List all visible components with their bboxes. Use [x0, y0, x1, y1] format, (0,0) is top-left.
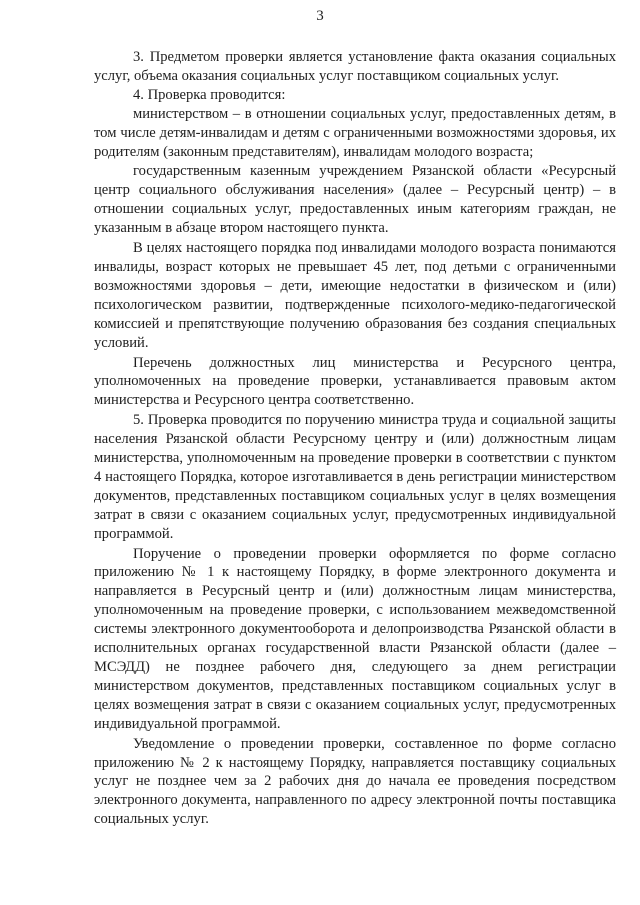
page-number: 3 [316, 8, 324, 24]
paragraph-ministry-scope: министерством – в отношении социальных услуг, предоставленных детям, в том числе детям-инвалидам и детям с ограниченными возможностями здоровья, их родителям (законным представителям), инвалидам молодого возраста; [94, 105, 616, 160]
paragraph-item-3: 3. Предметом проверки является установление факта оказания социальных услуг, объема оказания социальных услуг поставщиком социальных услуг. [94, 49, 616, 84]
paragraph-item-5: 5. Проверка проводится по поручению министра труда и социальной защиты населения Рязанской области Ресурсному центру и (или) должностным лицам министерства, уполномоченным на проведение проверки в соответствии с пунктом 4 настоящего Порядка, которое изготавливается в день регистрации министерством документов, представленных поставщиком социальных услуг в целях возмещения затрат в связи с оказанием социальных услуг, предусмотренных индивидуальной программой. [94, 412, 616, 542]
paragraph-item-4-heading: 4. Проверка проводится: [133, 86, 286, 103]
paragraph-notification: Уведомление о проведении проверки, составленное по форме согласно приложению № 2 к настоящему Порядку, направляется поставщику социальных услуг не позднее чем за 2 рабочих дня до начала ее проведения посредством электронного документа, направленного по адресу электронной почты поставщика социальных услуг. [94, 735, 616, 828]
document-body [94, 48, 616, 829]
paragraph-officials-list: Перечень должностных лиц министерства и Ресурсного центра, уполномоченных на проведение проверки, устанавливается правовым актом министерства и Ресурсного центра соответственно. [94, 354, 616, 409]
paragraph-resource-center-scope: государственным казенным учреждением Рязанской области «Ресурсный центр социального обслуживания населения» (далее – Ресурсный центр) – в отношении социальных услуг, предоставленных иным категориям граждан, не указанным в абзаце втором настоящего пункта. [94, 163, 616, 237]
paragraph-order-form: Поручение о проведении проверки оформляется по форме согласно приложению № 1 к настоящему Порядку, в форме электронного документа и направляется в Ресурсный центр и (или) должностным лицам министерства, уполномоченным на проведение проверки, с использованием межведомственной системы электронного документооборота и делопроизводства Рязанской области в исполнительных органах государственной власти Рязанской области (далее – МСЭДД) не позднее рабочего дня, следующего за днем регистрации министерством документов, представленных поставщиком социальных услуг в целях возмещения затрат в связи с оказанием социальных услуг, предусмотренных индивидуальной программой. [94, 545, 616, 732]
paragraph-definitions: В целях настоящего порядка под инвалидами молодого возраста понимаются инвалиды, возраст которых не превышает 45 лет, под детьми с ограниченными возможностями здоровья – дети, имеющие недостатки в физическом и (или) психологическом развитии, подтвержденные психолого-медико-педагогической комиссией и препятствующие получению образования без создания специальных условий. [94, 240, 616, 351]
